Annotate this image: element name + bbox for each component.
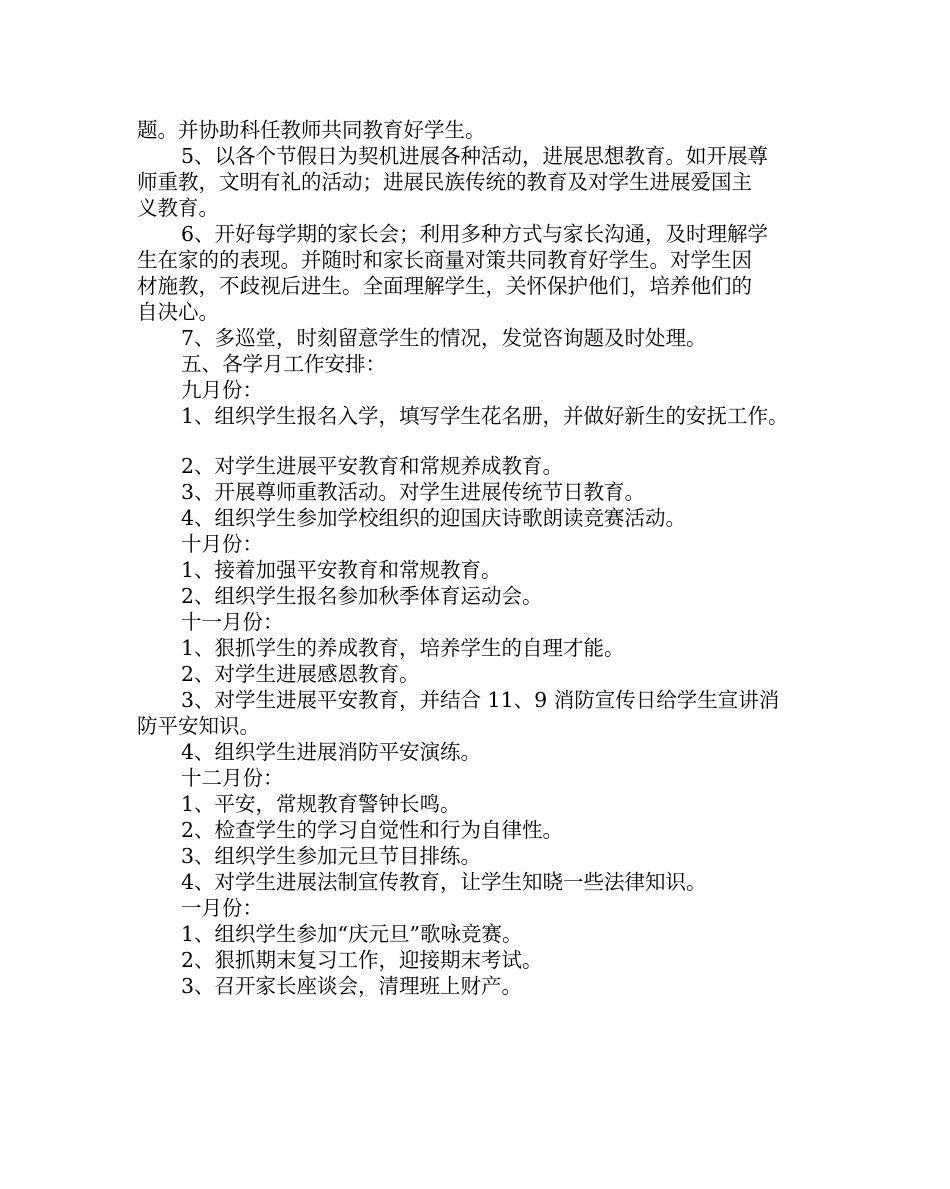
list-item: 2、检查学生的学习自觉性和行为自律性。 <box>181 818 564 842</box>
blank-line <box>137 429 827 453</box>
list-item: 1、狠抓学生的养成教育，培养学生的自理才能。 <box>181 636 625 660</box>
list-item: 1、接着加强平安教育和常规教育。 <box>181 558 502 582</box>
month-heading: 十二月份： <box>181 766 284 790</box>
list-item: 2、对学生进展平安教育和常规养成教育。 <box>181 454 564 478</box>
paragraph-line: 材施教，不歧视后进生。全面理解学生，关怀保护他们，培养他们的 <box>137 274 752 298</box>
month-heading: 一月份： <box>181 896 263 920</box>
list-item: 4、组织学生进展消防平安演练。 <box>181 740 482 764</box>
list-item: 2、对学生进展感恩教育。 <box>181 662 420 686</box>
list-item: 3、开展尊师重教活动。对学生进展传统节日教育。 <box>181 480 646 504</box>
paragraph-line: 生在家的的表现。并随时和家长商量对策共同教育好学生。对学生因 <box>137 248 752 272</box>
paragraph-line: 义教育。 <box>137 196 219 220</box>
list-item: 3、组织学生参加元旦节目排练。 <box>181 844 482 868</box>
list-item: 4、对学生进展法制宣传教育，让学生知晓一些法律知识。 <box>181 870 707 894</box>
list-item: 2、组织学生报名参加秋季体育运动会。 <box>181 584 543 608</box>
month-heading: 九月份： <box>181 378 263 402</box>
paragraph-line: 师重教，文明有礼的活动；进展民族传统的教育及对学生进展爱国主 <box>137 170 752 194</box>
list-item: 3、召开家长座谈会，清理班上财产。 <box>181 974 523 998</box>
paragraph-line: 防平安知识。 <box>137 714 260 738</box>
paragraph-line: 5、以各个节假日为契机进展各种活动，进展思想教育。如开展尊 <box>181 144 769 168</box>
paragraph-line: 7、多巡堂，时刻留意学生的情况，发觉咨询题及时处理。 <box>181 326 707 350</box>
list-item: 2、狠抓期末复习工作，迎接期末考试。 <box>181 948 543 972</box>
paragraph-line: 自决心。 <box>137 300 219 324</box>
list-item: 4、组织学生参加学校组织的迎国庆诗歌朗读竞赛活动。 <box>181 506 687 530</box>
list-item: 1、平安，常规教育警钟长鸣。 <box>181 792 461 816</box>
list-item: 3、对学生进展平安教育，并结合 11、9 消防宣传日给学生宣讲消 <box>181 688 780 712</box>
paragraph-line: 题。并协助科任教师共同教育好学生。 <box>137 118 486 142</box>
section-heading: 五、各学月工作安排： <box>181 352 386 376</box>
paragraph-line: 6、开好每学期的家长会；利用多种方式与家长沟通，及时理解学 <box>181 222 769 246</box>
month-heading: 十月份： <box>181 532 263 556</box>
document-body <box>137 117 827 999</box>
list-item: 1、组织学生参加“庆元旦”歌咏竞赛。 <box>181 922 523 946</box>
month-heading: 十一月份： <box>181 610 284 634</box>
list-item: 1、组织学生报名入学，填写学生花名册，并做好新生的安抚工作。 <box>181 404 789 428</box>
